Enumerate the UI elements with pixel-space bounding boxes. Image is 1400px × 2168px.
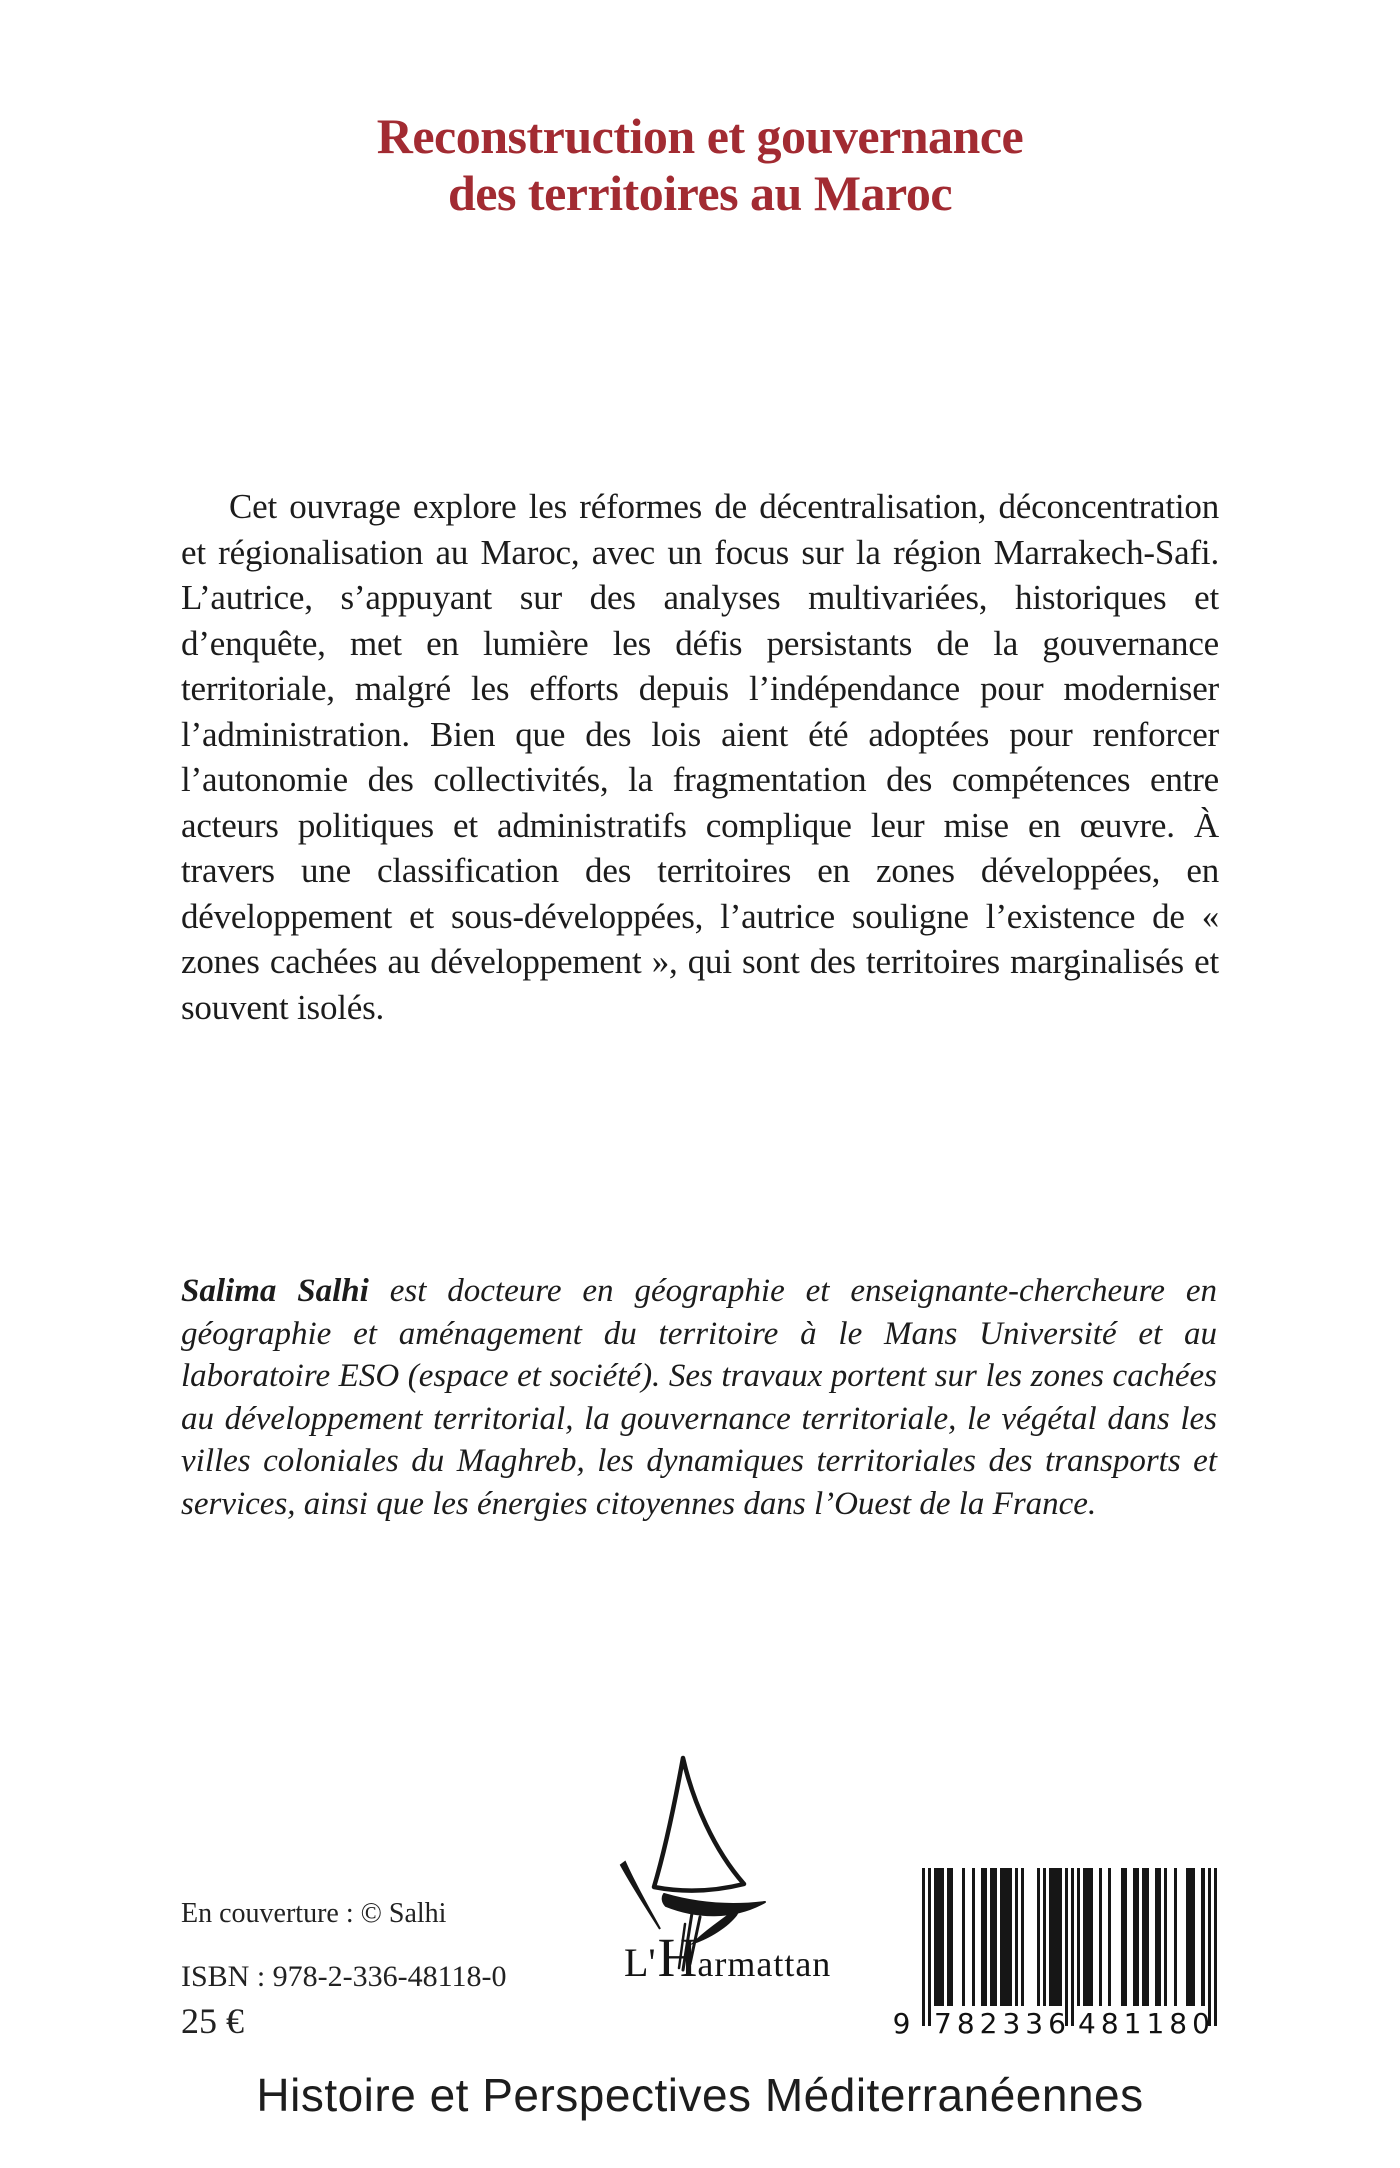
page-title [0, 108, 1400, 222]
author-bio [181, 1270, 1217, 1525]
barcode-digits [892, 2007, 1217, 2041]
isbn-text: ISBN : 978-2-336-48118-0 [181, 1960, 507, 1993]
barcode-digit-group: 782336 [934, 2007, 1071, 2040]
author-name: Salima Salhi [181, 1273, 369, 1309]
title-line-2: des territoires au Maroc [447, 165, 953, 221]
price-text: 25 € [181, 2001, 244, 2041]
publisher-name-prefix: L' [624, 1940, 656, 1985]
collection-title: Histoire et Perspectives Méditerranéennes [256, 2069, 1144, 2121]
publisher-logo [588, 1738, 880, 1990]
title-line-1: Reconstruction et gouvernance [376, 108, 1024, 164]
barcode-digit-group: 9 [892, 2007, 916, 2040]
author-bio-text: est docteure en géographie et enseignante-chercheure en géographie et aménagement du territoire à le Mans Université et au laboratoire ESO (espace et société). Ses travaux portent sur les zones cachées au développement territorial, la gouvernance territoriale, le végétal dans les villes coloniales du Maghreb, les dynamiques territoriales des transports et services, ainsi que les énergies citoyennes dans l’Ouest de la France. [181, 1273, 1217, 1522]
publisher-name [624, 1926, 831, 1989]
barcode-bars [922, 1868, 1217, 2028]
synopsis-paragraph: Cet ouvrage explore les réformes de décentralisation, déconcentration et régionalisation au Maroc, avec un focus sur la région Marrakech-Safi. L’autrice, s’appuyant sur des analyses multivariées, historiques et d’enquête, met en lumière les défis persistants de la gouvernance territoriale, malgré les efforts depuis l’indépendance pour moderniser l’administration. Bien que des lois aient été adoptées pour renforcer l’autonomie des collectivités, la fragmentation des compétences entre acteurs politiques et administratifs complique leur mise en œuvre. À travers une classification des territoires en zones développées, en développement et sous-développées, l’autrice souligne l’existence de « zones cachées au développement », qui sont des territoires marginalisés et souvent isolés. [181, 487, 1219, 1027]
barcode [892, 1868, 1218, 2043]
barcode-digit-group: 481180 [1078, 2007, 1215, 2040]
publisher-name-suffix: armattan [697, 1944, 832, 1984]
cover-credit: En couverture : © Salhi [181, 1898, 447, 1929]
publisher-name-initial: H [657, 1927, 698, 1988]
